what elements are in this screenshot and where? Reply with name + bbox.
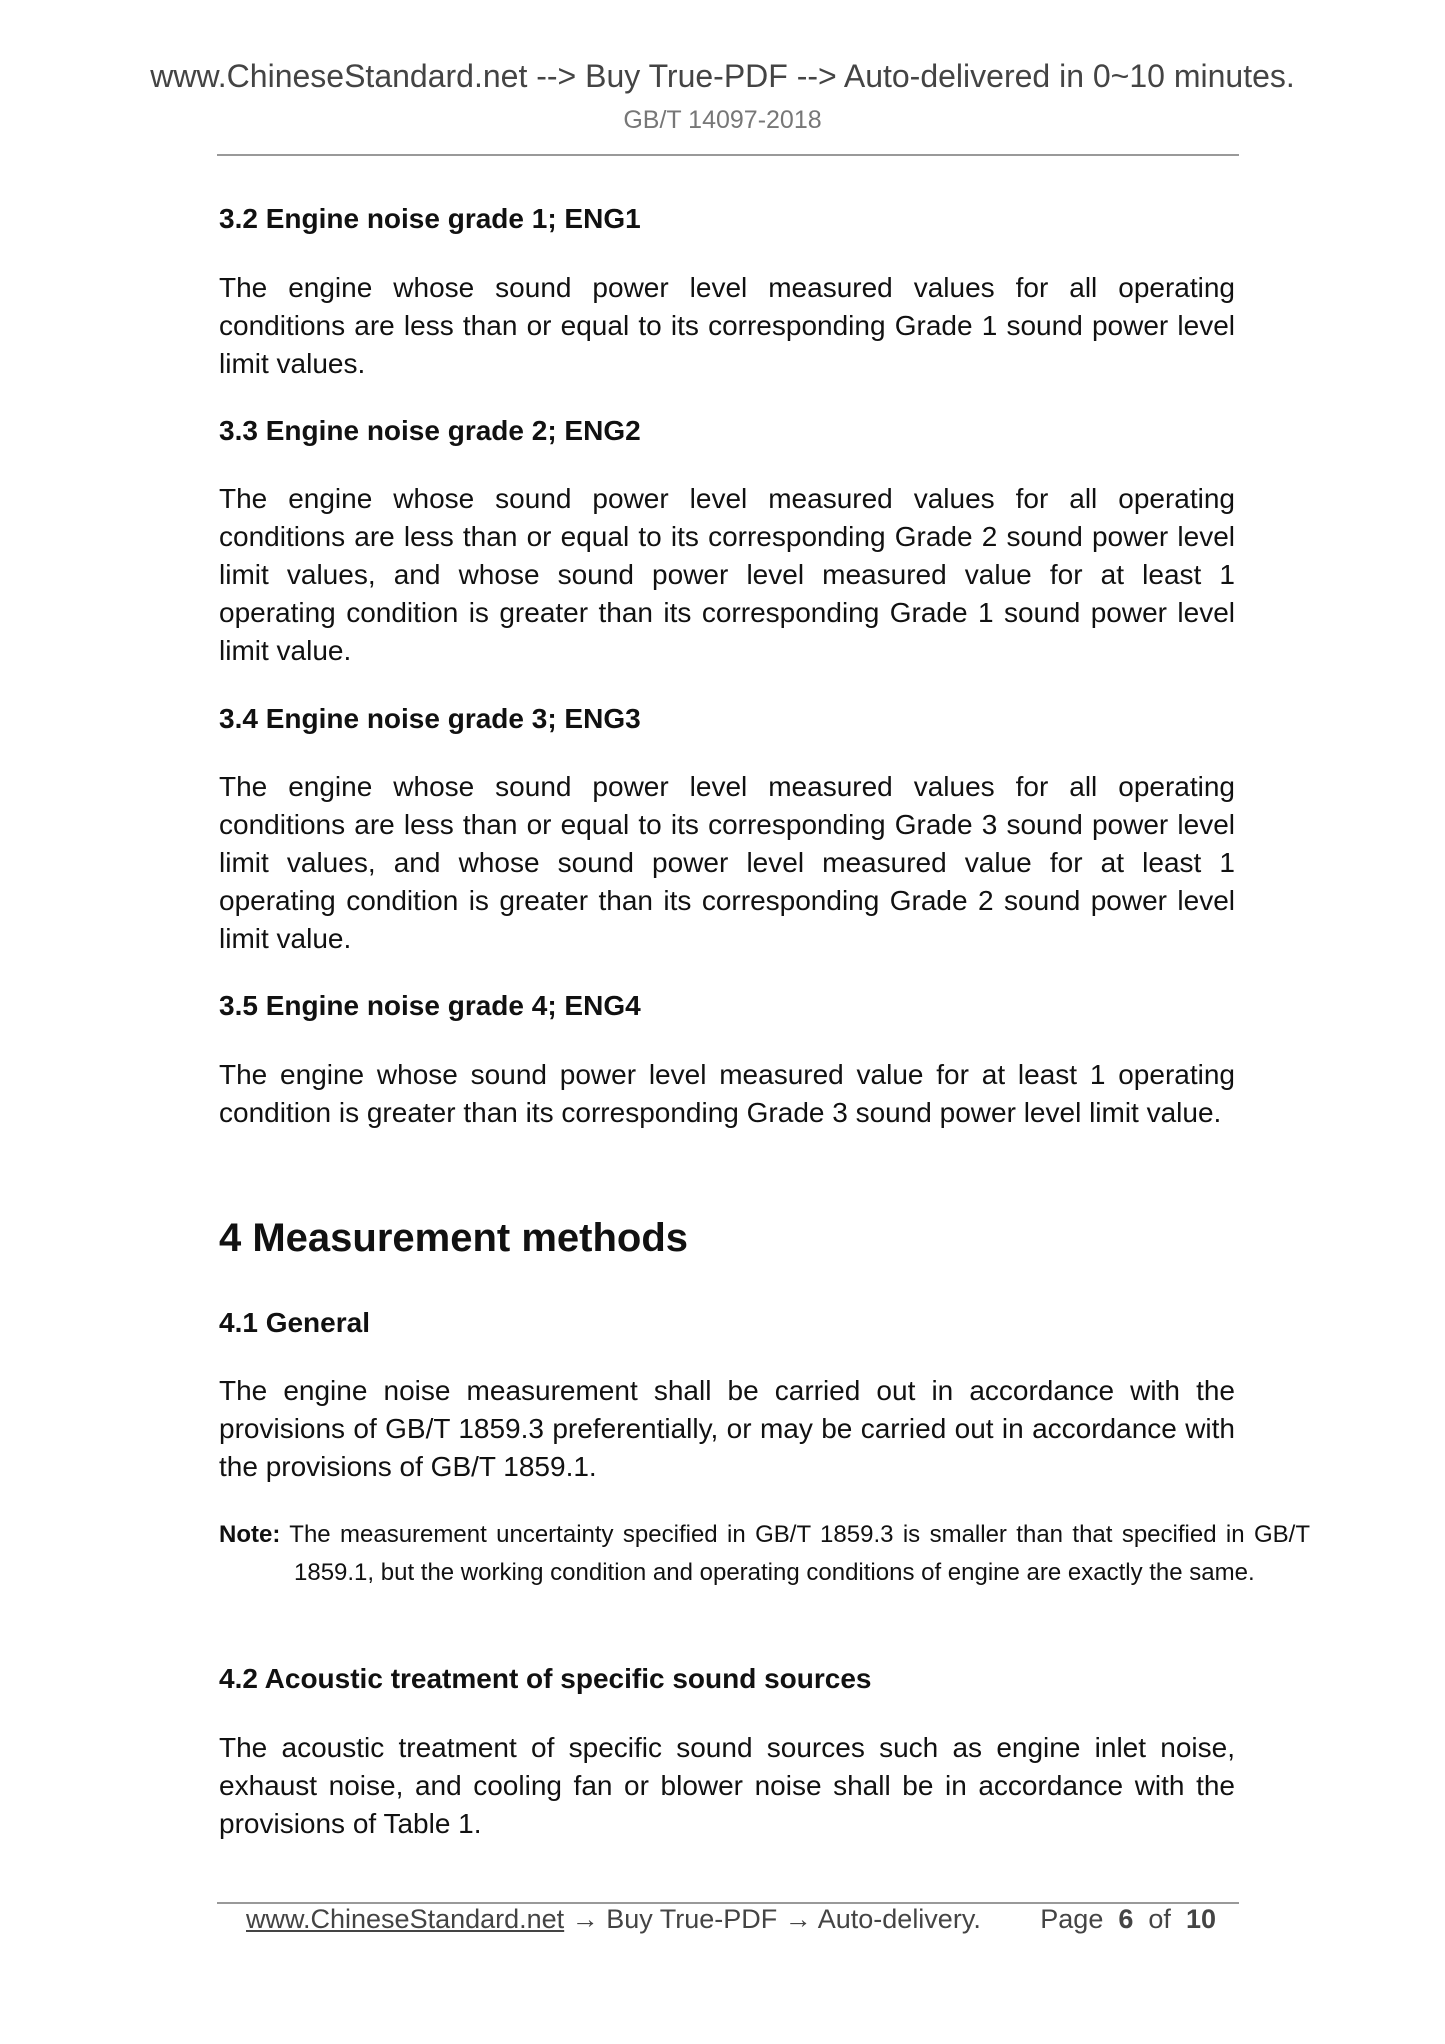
section-text: The engine whose sound power level measured values for all operating conditions are less than or equal to its corresponding Grade 3 sound power level limit values, and whose sound power level measured value for at least 1 operating condition is greater than its corresponding Grade 2 sound power level limit value. — [219, 771, 1235, 954]
chapter-title: 4 Measurement methods — [219, 1216, 689, 1260]
page-number: 6 — [1118, 1904, 1134, 1934]
section-heading: 3.5 Engine noise grade 4; ENG4 — [219, 990, 641, 1021]
page-indicator — [1040, 1904, 1216, 1935]
standard-number: GB/T 14097-2018 — [623, 106, 822, 134]
section-text: The engine noise measurement shall be carried out in accordance with the provisions of GB/T 1859.3 preferentially, or may be carried out in accordance with the provisions of GB/T 1859.1. — [219, 1375, 1235, 1482]
section-heading: 3.3 Engine noise grade 2; ENG2 — [219, 415, 641, 446]
footer-text: → Buy True-PDF → Auto-delivery. — [564, 1904, 981, 1934]
footer — [246, 1904, 1216, 1935]
note-text: The measurement uncertainty specified in GB/T 1859.3 is smaller than that specified in GB/T 1859.1, but the working condition and operating conditions of engine are exactly the same. — [280, 1521, 1310, 1586]
section-text: The engine whose sound power level measured values for all operating conditions are less than or equal to its corresponding Grade 2 sound power level limit values, and whose sound power level measured value for at least 1 operating condition is greater than its corresponding Grade 1 sound power level limit value. — [219, 483, 1235, 666]
section-heading: 4.1 General — [219, 1307, 370, 1338]
footer-link[interactable]: www.ChineseStandard.net — [246, 1904, 565, 1934]
note-label: Note: — [219, 1521, 281, 1548]
section-heading: 3.4 Engine noise grade 3; ENG3 — [219, 703, 641, 734]
page-of: of — [1148, 1904, 1171, 1934]
page-label: Page — [1040, 1904, 1104, 1934]
header-divider — [217, 154, 1239, 156]
page-total: 10 — [1185, 1904, 1216, 1934]
section-text: The engine whose sound power level measured values for all operating conditions are less than or equal to its corresponding Grade 1 sound power level limit values. — [219, 272, 1235, 379]
note — [219, 1516, 1310, 1592]
section-text: The engine whose sound power level measured value for at least 1 operating condition is greater than its corresponding Grade 3 sound power level limit value. — [219, 1059, 1235, 1128]
section-heading: 3.2 Engine noise grade 1; ENG1 — [219, 203, 641, 234]
header-banner: www.ChineseStandard.net --> Buy True-PDF --> Auto-delivered in 0~10 minutes. — [150, 58, 1295, 94]
section-heading: 4.2 Acoustic treatment of specific sound sources — [219, 1663, 872, 1694]
section-text: The acoustic treatment of specific sound sources such as engine inlet noise, exhaust noise, and cooling fan or blower noise shall be in accordance with the provisions of Table 1. — [219, 1732, 1235, 1839]
